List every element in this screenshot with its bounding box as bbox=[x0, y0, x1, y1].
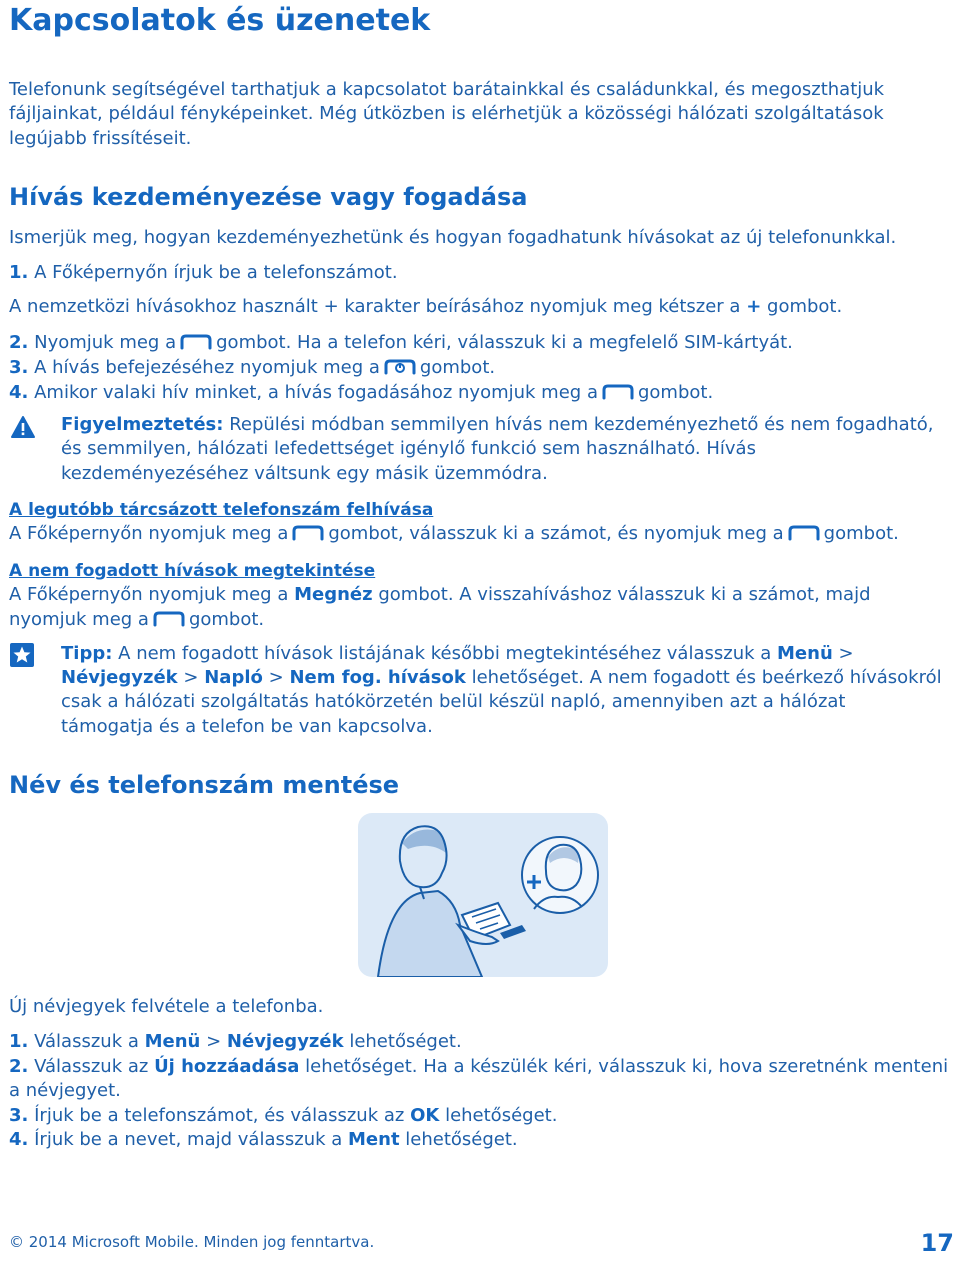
step-text-end: lehetőséget. bbox=[405, 1129, 518, 1150]
log-option: Napló bbox=[204, 667, 263, 688]
step-text-end: gombot. bbox=[419, 357, 496, 378]
missed-line-1 bbox=[9, 583, 871, 607]
add-contact-illustration bbox=[358, 813, 608, 977]
call-key-icon bbox=[179, 333, 213, 351]
add-new-option: Új hozzáadása bbox=[154, 1056, 300, 1077]
separator: > bbox=[206, 1031, 222, 1052]
call-key-icon bbox=[152, 610, 186, 628]
step-4 bbox=[9, 381, 713, 405]
step-number: 2. bbox=[9, 332, 29, 353]
section-heading-calls: Hívás kezdeményezése vagy fogadása bbox=[9, 183, 528, 211]
contacts-option: Névjegyzék bbox=[226, 1031, 344, 1052]
contact-step-3 bbox=[9, 1104, 557, 1128]
step-2 bbox=[9, 331, 793, 355]
step-text-end: lehetőséget. Ha a készülék kéri, válasszuk ki, hova szeretnénk menteni bbox=[305, 1056, 949, 1077]
step-number: 3. bbox=[9, 1105, 29, 1126]
separator: > bbox=[268, 667, 284, 688]
copyright: © 2014 Microsoft Mobile. Minden jog fenntartva. bbox=[9, 1233, 375, 1251]
missed-text: nyomjuk meg a bbox=[9, 609, 149, 630]
missed-calls-option: Nem fog. hívások bbox=[289, 667, 466, 688]
step-text: Írjuk be a nevet, majd válasszuk a bbox=[34, 1129, 343, 1150]
intl-note bbox=[9, 295, 842, 319]
save-option: Ment bbox=[348, 1129, 400, 1150]
step-text-end: gombot. bbox=[637, 382, 714, 403]
step-number: 1. bbox=[9, 262, 29, 283]
plus-key: + bbox=[746, 296, 762, 317]
tip-line-3: csak a hálózati szolgáltatás hatókörzetén belül készül napló, amennyiben azt a hálózat bbox=[61, 691, 846, 712]
missed-heading: A nem fogadott hívások megtekintése bbox=[9, 561, 376, 581]
warning-line-2: és semmilyen, hálózati lefedettséget igénylő funkció sem használható. Hívás bbox=[61, 438, 756, 459]
step-text: Válasszuk a bbox=[34, 1031, 139, 1052]
warning-text: Repülési módban semmilyen hívás nem kezdeményezhető és nem fogadható, bbox=[229, 414, 934, 435]
step-text-end: lehetőséget. bbox=[349, 1031, 462, 1052]
section-heading-contacts: Név és telefonszám mentése bbox=[9, 771, 400, 799]
missed-text-b: gombot. A visszahíváshoz válasszuk ki a számot, majd bbox=[378, 584, 871, 605]
step-number: 3. bbox=[9, 357, 29, 378]
step-number: 2. bbox=[9, 1056, 29, 1077]
contact-step-2 bbox=[9, 1055, 948, 1079]
step-text: Amikor valaki hív minket, a hívás fogadásához nyomjuk meg a bbox=[34, 382, 598, 403]
redial-text-a: A Főképernyőn nyomjuk meg a bbox=[9, 523, 289, 544]
contacts-caption: Új névjegyek felvétele a telefonba. bbox=[9, 996, 324, 1017]
ok-option: OK bbox=[410, 1105, 440, 1126]
separator: > bbox=[183, 667, 199, 688]
step-number: 4. bbox=[9, 1129, 29, 1150]
tip-line-4: támogatja és a telefon be van kapcsolva. bbox=[61, 716, 433, 737]
call-key-icon bbox=[601, 383, 635, 401]
star-icon bbox=[10, 643, 34, 671]
contact-step-2-cont: a névjegyet. bbox=[9, 1080, 121, 1101]
intro-line-2: fájljainkat, például fényképeinket. Még útközben is elérhetjük a közösségi hálózati szolgáltatások bbox=[9, 103, 884, 124]
redial-text-c: gombot. bbox=[823, 523, 899, 544]
missed-text: A Főképernyőn nyomjuk meg a bbox=[9, 584, 289, 605]
step-text: Írjuk be a telefonszámot, és válasszuk az bbox=[34, 1105, 405, 1126]
step-text: Válasszuk az bbox=[34, 1056, 149, 1077]
redial-text-b: gombot, válasszuk ki a számot, és nyomjuk meg a bbox=[328, 523, 784, 544]
page-number: 17 bbox=[920, 1229, 954, 1257]
intl-text-end: gombot. bbox=[767, 296, 843, 317]
menu-option: Menü bbox=[777, 643, 833, 664]
tip-line-1 bbox=[61, 642, 854, 666]
redial-text bbox=[9, 522, 899, 546]
tip-text: lehetőséget. A nem fogadott és beérkező hívásokról bbox=[471, 667, 942, 688]
step-text: A hívás befejezéséhez nyomjuk meg a bbox=[34, 357, 380, 378]
separator: > bbox=[838, 643, 854, 664]
step-text: Nyomjuk meg a bbox=[34, 332, 177, 353]
step-number: 1. bbox=[9, 1031, 29, 1052]
missed-line-2 bbox=[9, 608, 264, 632]
menu-option: Menü bbox=[144, 1031, 201, 1052]
intro-line-3: legújabb frissítéseit. bbox=[9, 128, 192, 149]
tip-text: A nem fogadott hívások listájának későbbi megtekintéséhez válasszuk a bbox=[118, 643, 772, 664]
redial-heading: A legutóbb tárcsázott telefonszám felhívása bbox=[9, 500, 434, 520]
call-key-icon bbox=[291, 524, 325, 542]
missed-text-b: gombot. bbox=[188, 609, 265, 630]
step-number: 4. bbox=[9, 382, 29, 403]
step-1 bbox=[9, 261, 398, 285]
contact-step-1 bbox=[9, 1030, 462, 1054]
warning-icon bbox=[10, 415, 36, 443]
step-3 bbox=[9, 356, 495, 380]
warning-line-1 bbox=[61, 413, 933, 437]
warning-line-3: kezdeményezéséhez váltsunk egy másik üzemmódra. bbox=[61, 463, 548, 484]
view-option: Megnéz bbox=[294, 584, 373, 605]
intro-line-1: Telefonunk segítségével tarthatjuk a kapcsolatot barátainkkal és családunkkal, és megoszthatjuk bbox=[9, 79, 885, 100]
end-key-icon bbox=[383, 358, 417, 376]
tip-label: Tipp: bbox=[61, 643, 113, 664]
contacts-option: Névjegyzék bbox=[61, 667, 178, 688]
tip-line-2 bbox=[61, 666, 942, 690]
calls-lead: Ismerjük meg, hogyan kezdeményezhetünk és hogyan fogadhatunk hívásokat az új telefonunkkal. bbox=[9, 227, 897, 248]
intl-text: A nemzetközi hívásokhoz használt + karakter beírásához nyomjuk meg kétszer a bbox=[9, 296, 741, 317]
contact-step-4 bbox=[9, 1128, 518, 1152]
step-text-end: lehetőséget. bbox=[445, 1105, 558, 1126]
step-text: A Főképernyőn írjuk be a telefonszámot. bbox=[34, 262, 398, 283]
warning-label: Figyelmeztetés: bbox=[61, 414, 224, 435]
page-title: Kapcsolatok és üzenetek bbox=[9, 3, 431, 38]
call-key-icon bbox=[787, 524, 821, 542]
step-text-end: gombot. Ha a telefon kéri, válasszuk ki a megfelelő SIM-kártyát. bbox=[216, 332, 793, 353]
